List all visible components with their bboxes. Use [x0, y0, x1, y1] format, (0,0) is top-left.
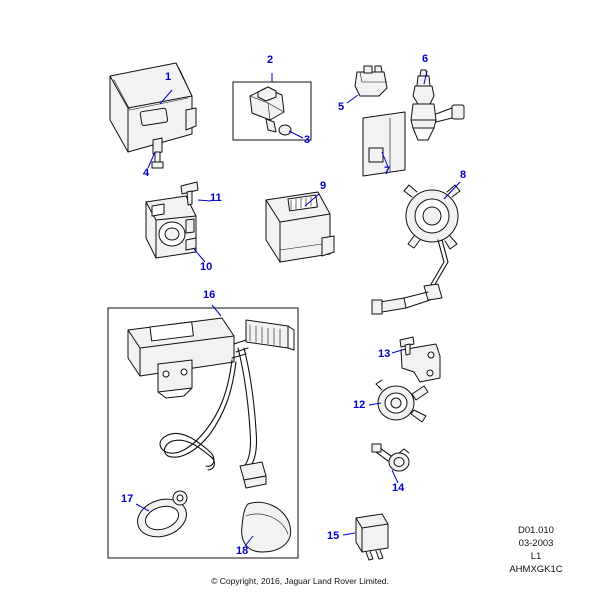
callout-6: 6: [422, 53, 429, 65]
callout-11: 11: [210, 192, 222, 204]
part-relay-cube: [356, 514, 388, 560]
part-switch-lead: [372, 444, 409, 471]
drawing-code: AHMXGK1C: [509, 564, 563, 575]
part-ultrasonic-sensor: [146, 182, 198, 258]
callout-3: 3: [304, 134, 311, 146]
callout-15: 15: [327, 530, 340, 542]
drawing-variant: L1: [530, 551, 542, 562]
part-rotary-coupler: [372, 185, 460, 314]
callout-5: 5: [338, 101, 345, 113]
callout-4: 4: [143, 167, 150, 179]
part-alarm-kit-box: [108, 308, 298, 558]
part-small-lamp: [355, 66, 387, 96]
part-boxed-sensor: [233, 82, 311, 140]
drawing-number: D01.010: [518, 525, 554, 536]
part-control-box: [266, 192, 334, 262]
callout-1: 1: [165, 71, 172, 83]
callout-16: 16: [203, 289, 216, 301]
callout-8: 8: [460, 169, 467, 181]
copyright-notice: © Copyright, 2016, Jaguar Land Rover Limited.: [211, 576, 389, 586]
callout-2: 2: [267, 54, 274, 66]
callout-13: 13: [378, 348, 391, 360]
part-horn-bracket: [400, 337, 440, 382]
part-ecu-module: [110, 63, 196, 168]
callout-12: 12: [353, 399, 366, 411]
drawing-date: 03-2003: [518, 538, 554, 549]
callout-18: 18: [236, 545, 249, 557]
callout-17: 17: [121, 493, 134, 505]
callout-14: 14: [392, 482, 405, 494]
callout-7: 7: [384, 165, 391, 177]
callout-9: 9: [320, 180, 327, 192]
part-horn: [376, 380, 428, 422]
drawing-meta-block: [490, 524, 582, 576]
callout-10: 10: [200, 261, 213, 273]
